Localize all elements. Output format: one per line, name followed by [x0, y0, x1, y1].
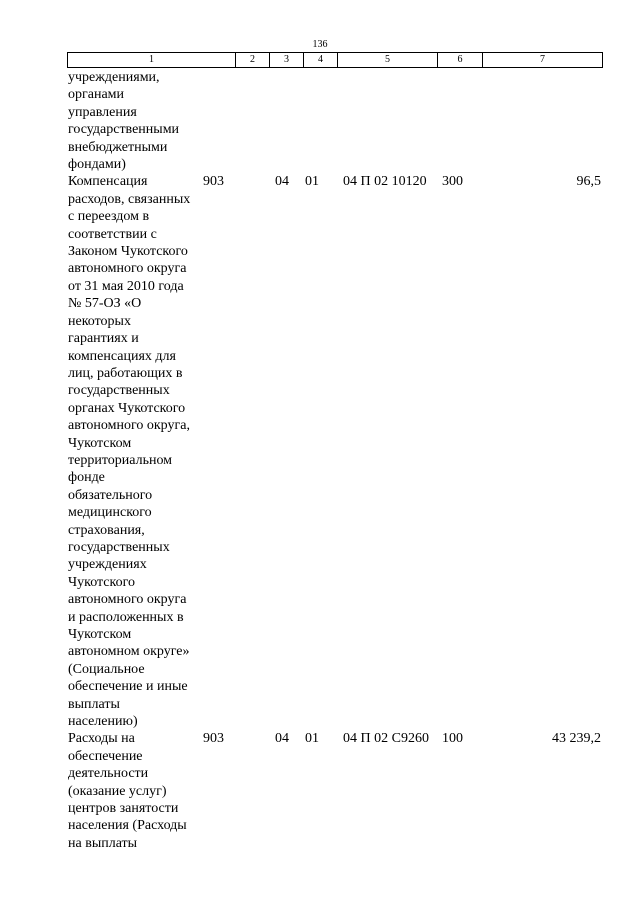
column-header-2: 2 [236, 53, 270, 68]
description-line: автономном округе» [68, 644, 190, 660]
description-line: государственными [68, 122, 180, 138]
description-line: соответствии с [68, 226, 157, 242]
column-header-3: 3 [270, 53, 304, 68]
table-row [67, 69, 602, 173]
description-line: автономного округа, [68, 418, 190, 434]
description-line: фондами) [68, 157, 126, 173]
column-header-6: 6 [438, 53, 483, 68]
description-line: компенсациях для [68, 348, 176, 364]
description-line: фонде [68, 470, 105, 486]
description-line: на выплаты [68, 835, 138, 851]
column-header-4: 4 [304, 53, 338, 68]
table-row [67, 173, 602, 730]
description-line: медицинского [68, 505, 152, 521]
table-body [67, 69, 602, 852]
description-line: Чукотского [68, 574, 135, 590]
description-line: управления [68, 104, 137, 120]
description-line: (Социальное [68, 661, 145, 677]
description-line: и расположенных в [68, 609, 184, 625]
row-description [67, 730, 204, 852]
cell-c7: 96,5 [576, 174, 601, 190]
description-line: расходов, связанных [68, 191, 191, 207]
description-line: учреждениях [68, 557, 147, 573]
cell-c6: 100 [442, 731, 463, 747]
description-line: (оказание услуг) [68, 783, 167, 799]
cell-c6: 300 [442, 174, 463, 190]
description-line: внебюджетными [68, 139, 168, 155]
column-header-5: 5 [338, 53, 438, 68]
description-line: деятельности [68, 766, 149, 782]
description-line: страхования, [68, 522, 145, 538]
cell-c4: 01 [305, 731, 319, 747]
cell-c2: 903 [203, 174, 224, 190]
description-line: Чукотском [68, 627, 132, 642]
column-header-1: 1 [68, 53, 236, 68]
description-line: органах Чукотского [68, 400, 186, 416]
cell-c5: 04 П 02 С9260 [343, 731, 429, 747]
cell-c2: 903 [203, 731, 224, 747]
description-line: автономного округа [68, 261, 187, 277]
table-header [67, 52, 603, 68]
description-line: обязательного [68, 487, 153, 503]
description-line: выплаты [68, 696, 120, 712]
description-line: населения (Расходы [68, 818, 187, 834]
description-line: населению) [68, 714, 138, 730]
description-line: территориальном [68, 452, 173, 468]
description-line: государственных [68, 383, 170, 399]
cell-c3: 04 [275, 731, 289, 747]
cell-c4: 01 [305, 174, 319, 190]
description-line: автономного округа [68, 592, 187, 608]
description-line: учреждениями, [68, 70, 160, 85]
description-line: некоторых [68, 313, 131, 329]
description-line: с переездом в [68, 209, 150, 225]
description-line: центров занятости [68, 801, 179, 817]
cell-c7: 43 239,2 [552, 731, 601, 747]
description-line: гарантиях и [68, 331, 139, 347]
column-header-7: 7 [483, 53, 603, 68]
cell-c5: 04 П 02 10120 [343, 174, 427, 190]
cell-c3: 04 [275, 174, 289, 190]
description-line: Чукотском [68, 435, 132, 451]
page-number: 136 [312, 39, 328, 50]
description-line: лиц, работающих в [68, 365, 183, 381]
description-line: от 31 мая 2010 года [68, 278, 184, 294]
description-line: органами [68, 87, 125, 103]
description-line: государственных [68, 539, 170, 555]
description-line: обеспечение и иные [68, 679, 188, 695]
row-description [67, 173, 204, 730]
description-line: Законом Чукотского [68, 244, 188, 260]
description-line: обеспечение [68, 748, 143, 764]
description-line: № 57-ОЗ «О [68, 296, 142, 312]
row-description [67, 69, 204, 173]
description-line: Расходы на [68, 731, 135, 747]
table-row [67, 730, 602, 852]
description-line: Компенсация [68, 174, 148, 190]
